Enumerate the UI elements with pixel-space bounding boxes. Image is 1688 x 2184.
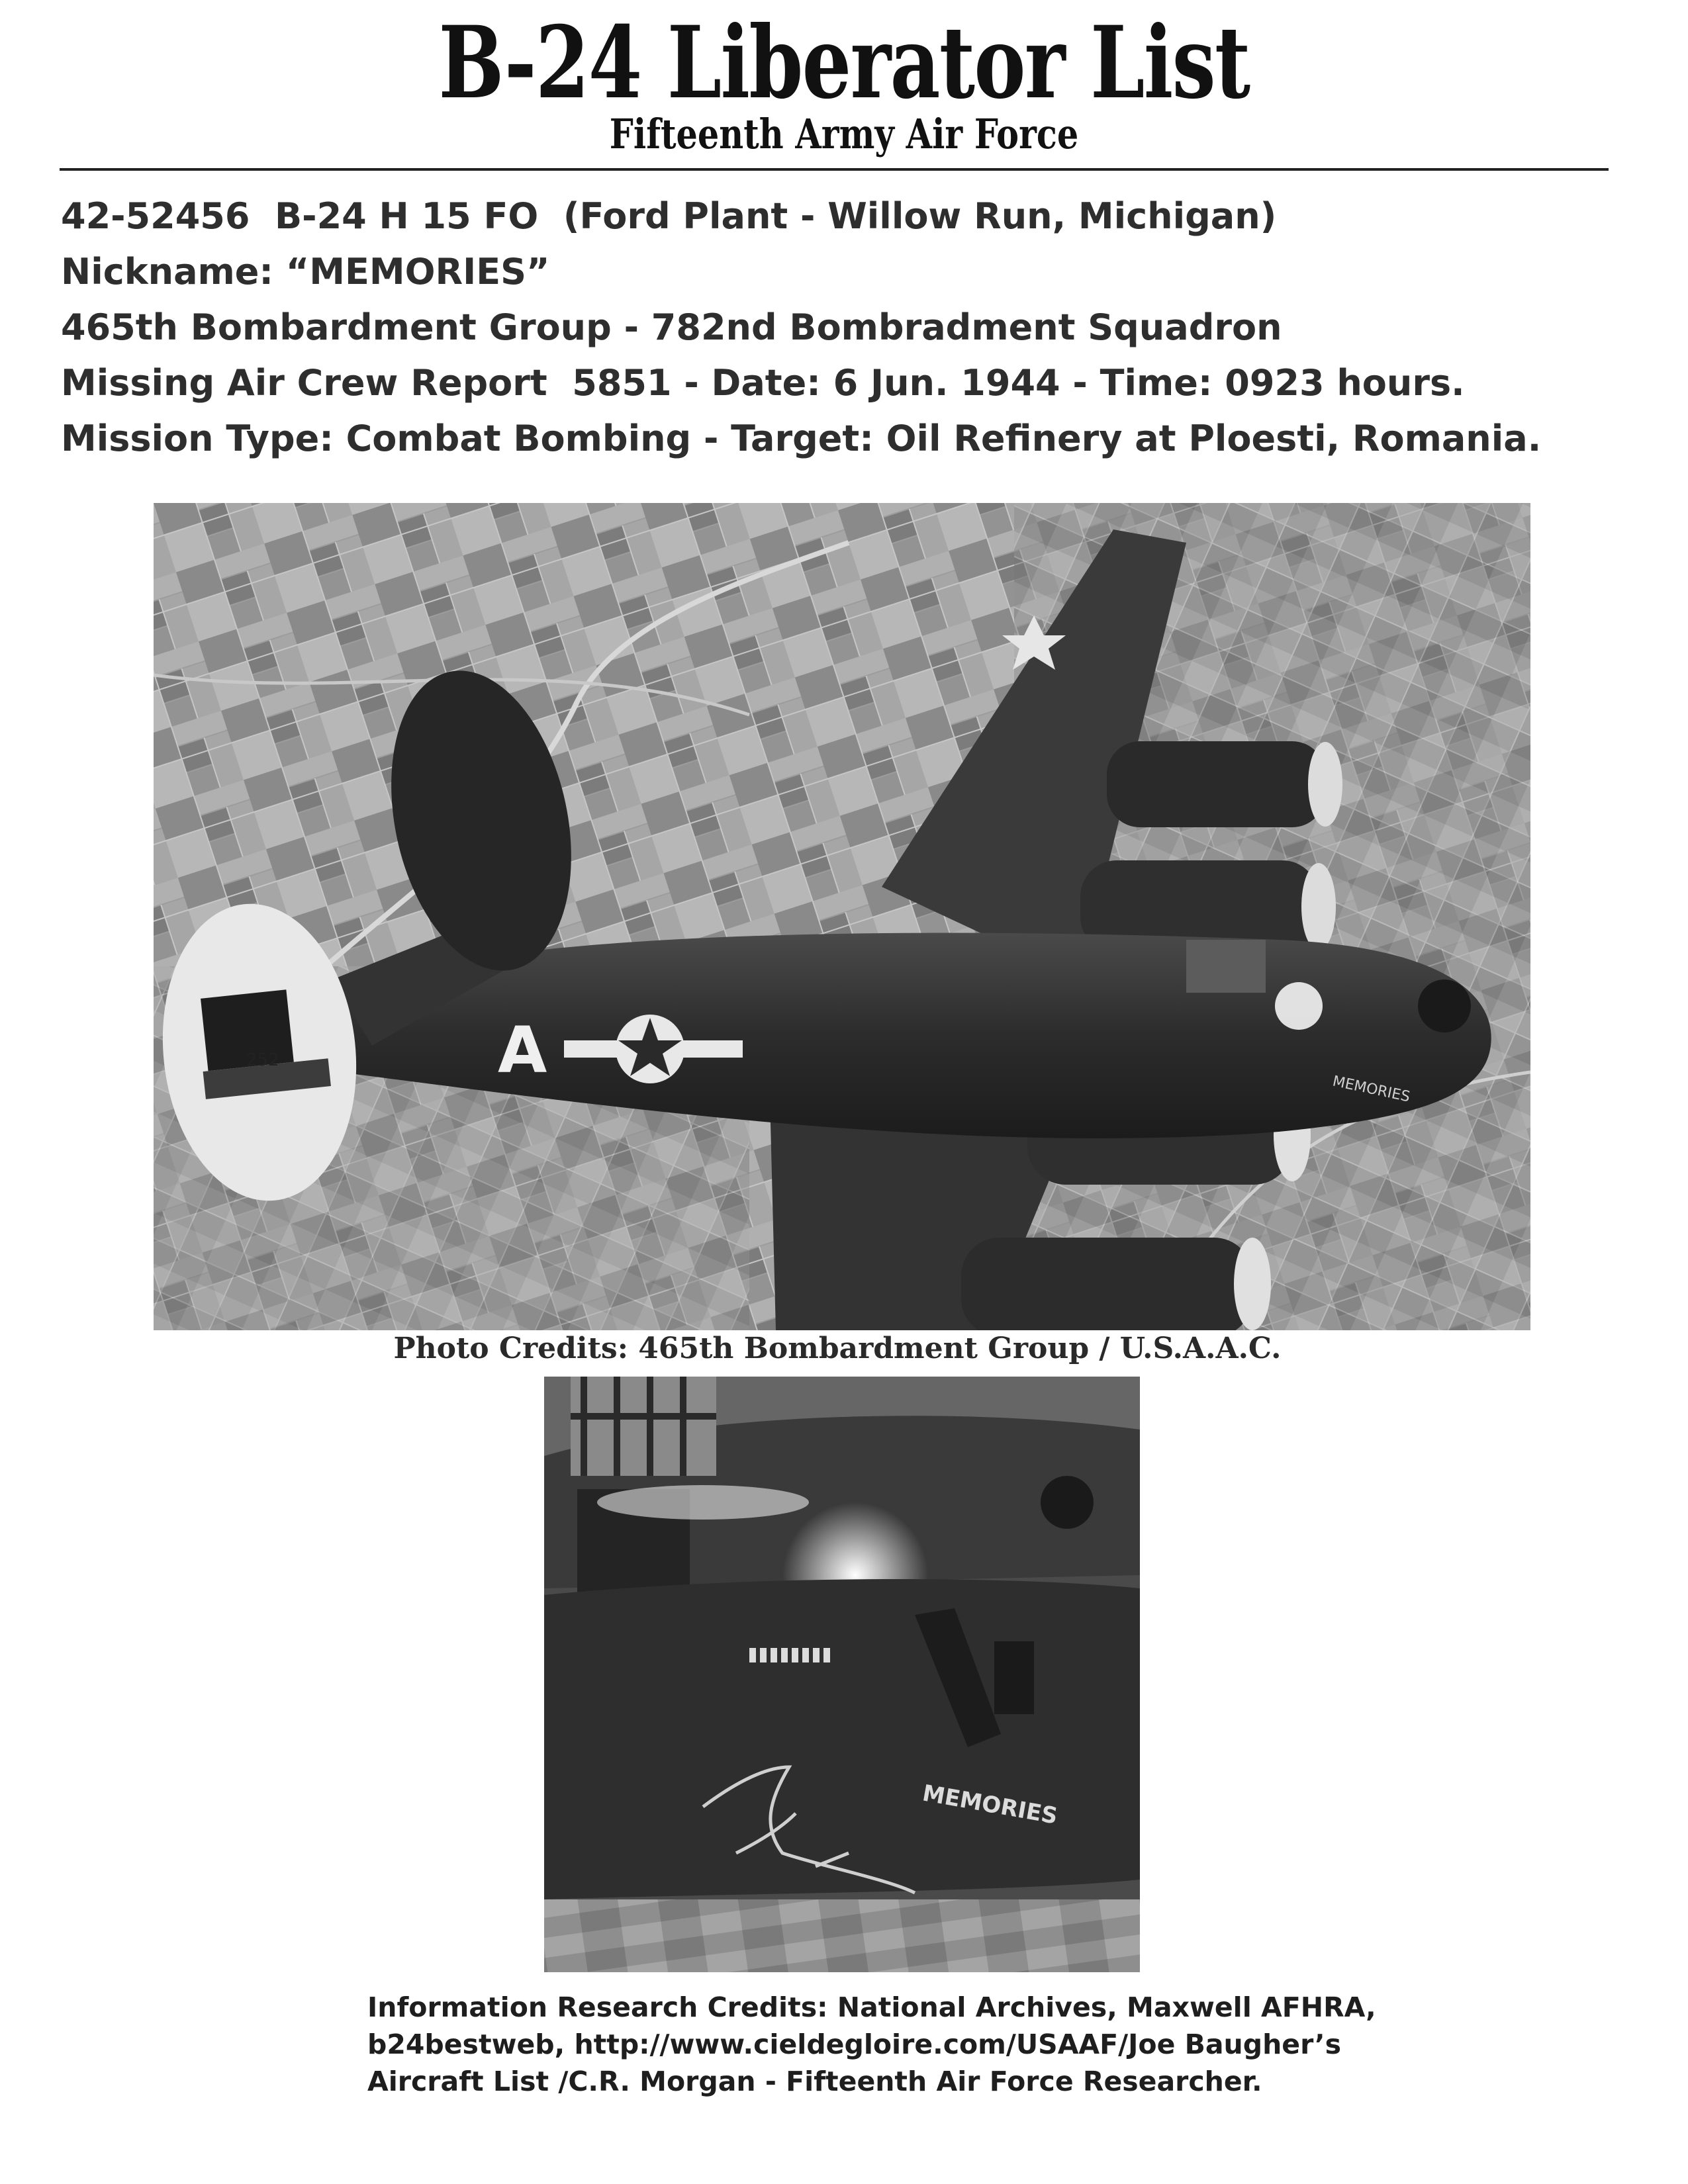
- page-title: B-24 Liberator List: [438, 5, 1250, 121]
- tail-number: 252: [246, 1050, 279, 1070]
- credits-line: b24bestweb, http://www.cieldegloire.com/USAAF/Joe Baugher’s: [367, 2028, 1342, 2060]
- nose-art-text: MEMORIES: [920, 1780, 1060, 1830]
- nose-art-small: MEMORIES: [1331, 1073, 1412, 1106]
- aircraft-photo-detail: [544, 1377, 1140, 1972]
- header-divider: [60, 168, 1609, 171]
- mission-line: Mission Type: Combat Bombing - Target: Oil Refinery at Ploesti, Romania.: [61, 418, 1542, 459]
- credits-line: Aircraft List /C.R. Morgan - Fifteenth Air Force Researcher.: [367, 2066, 1262, 2097]
- fuselage-letter: A: [498, 1013, 547, 1087]
- serial-line: 42-52456 B-24 H 15 FO (Ford Plant - Willow Run, Michigan): [61, 195, 1277, 237]
- aircraft-info: [61, 189, 1636, 467]
- group-line: 465th Bombardment Group - 782nd Bombradment Squadron: [61, 306, 1282, 348]
- research-credits: [367, 1989, 1493, 2100]
- credits-line: Information Research Credits: National Archives, Maxwell AFHRA,: [367, 1991, 1376, 2023]
- macr-line: Missing Air Crew Report 5851 - Date: 6 Jun. 1944 - Time: 0923 hours.: [61, 362, 1465, 404]
- page-subtitle: Fifteenth Army Air Force: [609, 110, 1079, 158]
- aircraft-photo-main: [154, 503, 1530, 1330]
- photo-caption: Photo Credits: 465th Bombardment Group / U.S.A.A.C.: [393, 1332, 1282, 1365]
- nickname-line: Nickname: “MEMORIES”: [61, 251, 550, 293]
